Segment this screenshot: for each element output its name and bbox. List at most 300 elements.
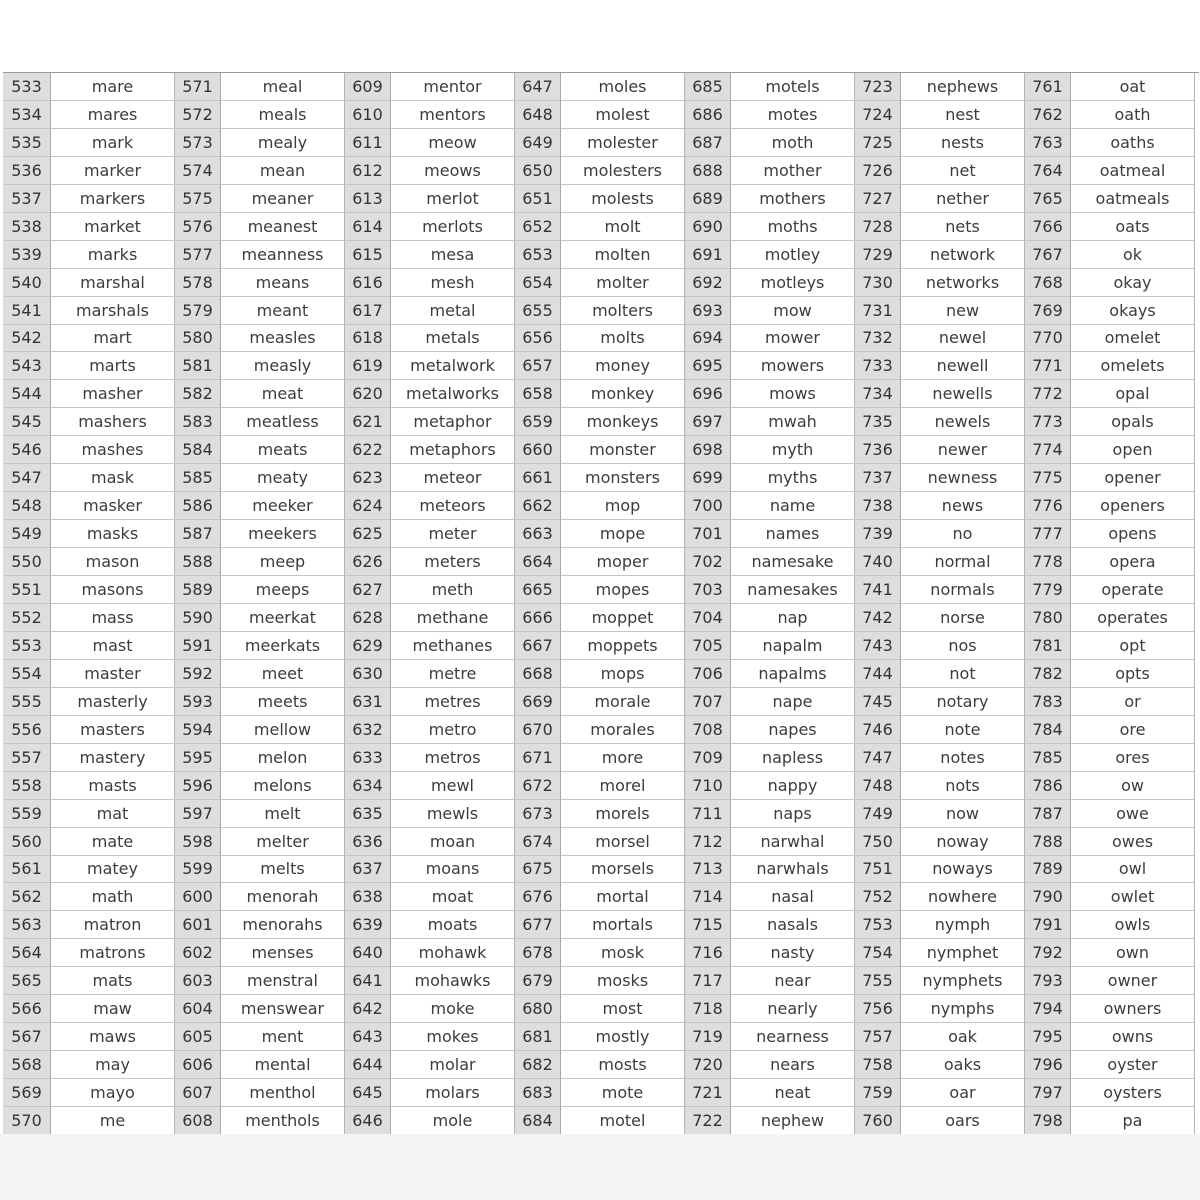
word-cell[interactable]: ment (221, 1023, 345, 1051)
row-number-cell[interactable]: 737 (855, 464, 901, 492)
word-cell[interactable]: menses (221, 939, 345, 967)
word-cell[interactable]: ow (1071, 772, 1195, 800)
word-cell[interactable]: own (1071, 939, 1195, 967)
row-number-cell[interactable]: 684 (515, 1107, 561, 1135)
row-number-cell[interactable]: 681 (515, 1023, 561, 1051)
word-cell[interactable]: oat (1071, 73, 1195, 101)
word-cell[interactable]: meteors (391, 492, 515, 520)
word-cell[interactable]: mow (731, 297, 855, 325)
row-number-cell[interactable]: 602 (175, 939, 221, 967)
word-cell[interactable]: mast (51, 632, 175, 660)
row-number-cell[interactable]: 758 (855, 1051, 901, 1079)
row-number-cell[interactable]: 727 (855, 185, 901, 213)
row-number-cell[interactable]: 698 (685, 436, 731, 464)
word-cell[interactable]: motes (731, 101, 855, 129)
row-number-cell[interactable]: 619 (345, 352, 391, 380)
row-number-cell[interactable]: 640 (345, 939, 391, 967)
word-cell[interactable]: morsels (561, 856, 685, 884)
word-cell[interactable]: mealy (221, 129, 345, 157)
row-number-cell[interactable]: 581 (175, 352, 221, 380)
word-cell[interactable]: oars (901, 1107, 1025, 1135)
word-cell[interactable]: measly (221, 352, 345, 380)
row-number-cell[interactable]: 580 (175, 325, 221, 353)
row-number-cell[interactable]: 561 (3, 856, 51, 884)
word-cell[interactable]: math (51, 883, 175, 911)
row-number-cell[interactable]: 588 (175, 548, 221, 576)
row-number-cell[interactable]: 789 (1025, 856, 1071, 884)
row-number-cell[interactable]: 554 (3, 660, 51, 688)
row-number-cell[interactable]: 693 (685, 297, 731, 325)
row-number-cell[interactable]: 792 (1025, 939, 1071, 967)
row-number-cell[interactable]: 724 (855, 101, 901, 129)
word-cell[interactable]: morales (561, 716, 685, 744)
row-number-cell[interactable]: 782 (1025, 660, 1071, 688)
word-cell[interactable]: moan (391, 828, 515, 856)
word-cell[interactable]: nets (901, 213, 1025, 241)
row-number-cell[interactable]: 676 (515, 883, 561, 911)
row-number-cell[interactable]: 754 (855, 939, 901, 967)
word-cell[interactable]: mats (51, 967, 175, 995)
row-number-cell[interactable]: 593 (175, 688, 221, 716)
row-number-cell[interactable]: 598 (175, 828, 221, 856)
word-cell[interactable]: neat (731, 1079, 855, 1107)
row-number-cell[interactable]: 553 (3, 632, 51, 660)
row-number-cell[interactable]: 666 (515, 604, 561, 632)
word-cell[interactable]: oath (1071, 101, 1195, 129)
word-cell[interactable]: molests (561, 185, 685, 213)
word-cell[interactable]: meets (221, 688, 345, 716)
row-number-cell[interactable]: 539 (3, 241, 51, 269)
row-number-cell[interactable]: 641 (345, 967, 391, 995)
row-number-cell[interactable]: 781 (1025, 632, 1071, 660)
word-cell[interactable]: maws (51, 1023, 175, 1051)
row-number-cell[interactable]: 683 (515, 1079, 561, 1107)
word-cell[interactable]: net (901, 157, 1025, 185)
row-number-cell[interactable]: 555 (3, 688, 51, 716)
row-number-cell[interactable]: 578 (175, 269, 221, 297)
word-cell[interactable]: mops (561, 660, 685, 688)
row-number-cell[interactable]: 658 (515, 380, 561, 408)
row-number-cell[interactable]: 745 (855, 688, 901, 716)
word-cell[interactable]: metalworks (391, 380, 515, 408)
row-number-cell[interactable]: 687 (685, 129, 731, 157)
row-number-cell[interactable]: 682 (515, 1051, 561, 1079)
row-number-cell[interactable]: 680 (515, 995, 561, 1023)
row-number-cell[interactable]: 771 (1025, 352, 1071, 380)
word-cell[interactable]: melter (221, 828, 345, 856)
word-cell[interactable]: matrons (51, 939, 175, 967)
row-number-cell[interactable]: 796 (1025, 1051, 1071, 1079)
word-cell[interactable]: nether (901, 185, 1025, 213)
row-number-cell[interactable]: 791 (1025, 911, 1071, 939)
word-cell[interactable]: mosks (561, 967, 685, 995)
row-number-cell[interactable]: 742 (855, 604, 901, 632)
row-number-cell[interactable]: 661 (515, 464, 561, 492)
row-number-cell[interactable]: 534 (3, 101, 51, 129)
row-number-cell[interactable]: 615 (345, 241, 391, 269)
word-cell[interactable]: masker (51, 492, 175, 520)
row-number-cell[interactable]: 767 (1025, 241, 1071, 269)
word-cell[interactable]: metaphors (391, 436, 515, 464)
word-cell[interactable]: moat (391, 883, 515, 911)
row-number-cell[interactable]: 620 (345, 380, 391, 408)
word-cell[interactable]: openers (1071, 492, 1195, 520)
row-number-cell[interactable]: 695 (685, 352, 731, 380)
row-number-cell[interactable]: 654 (515, 269, 561, 297)
word-cell[interactable]: may (51, 1051, 175, 1079)
row-number-cell[interactable]: 638 (345, 883, 391, 911)
row-number-cell[interactable]: 703 (685, 576, 731, 604)
word-cell[interactable]: mosts (561, 1051, 685, 1079)
row-number-cell[interactable]: 717 (685, 967, 731, 995)
word-cell[interactable]: ore (1071, 716, 1195, 744)
row-number-cell[interactable]: 637 (345, 856, 391, 884)
word-cell[interactable]: mason (51, 548, 175, 576)
word-cell[interactable]: nymph (901, 911, 1025, 939)
row-number-cell[interactable]: 713 (685, 856, 731, 884)
row-number-cell[interactable]: 558 (3, 772, 51, 800)
word-cell[interactable]: meat (221, 380, 345, 408)
row-number-cell[interactable]: 603 (175, 967, 221, 995)
word-cell[interactable]: mashes (51, 436, 175, 464)
row-number-cell[interactable]: 649 (515, 129, 561, 157)
row-number-cell[interactable]: 690 (685, 213, 731, 241)
word-cell[interactable]: mohawks (391, 967, 515, 995)
word-cell[interactable]: networks (901, 269, 1025, 297)
row-number-cell[interactable]: 701 (685, 520, 731, 548)
row-number-cell[interactable]: 785 (1025, 744, 1071, 772)
word-cell[interactable]: noway (901, 828, 1025, 856)
row-number-cell[interactable]: 627 (345, 576, 391, 604)
word-cell[interactable]: molters (561, 297, 685, 325)
word-cell[interactable]: meep (221, 548, 345, 576)
word-cell[interactable]: moths (731, 213, 855, 241)
row-number-cell[interactable]: 743 (855, 632, 901, 660)
row-number-cell[interactable]: 756 (855, 995, 901, 1023)
row-number-cell[interactable]: 547 (3, 464, 51, 492)
word-cell[interactable]: meth (391, 576, 515, 604)
row-number-cell[interactable]: 634 (345, 772, 391, 800)
word-cell[interactable]: marks (51, 241, 175, 269)
row-number-cell[interactable]: 729 (855, 241, 901, 269)
word-cell[interactable]: metro (391, 716, 515, 744)
word-cell[interactable]: moth (731, 129, 855, 157)
word-cell[interactable]: meanest (221, 213, 345, 241)
row-number-cell[interactable]: 632 (345, 716, 391, 744)
word-cell[interactable]: owner (1071, 967, 1195, 995)
word-cell[interactable]: oak (901, 1023, 1025, 1051)
row-number-cell[interactable]: 726 (855, 157, 901, 185)
row-number-cell[interactable]: 650 (515, 157, 561, 185)
word-cell[interactable]: mewls (391, 800, 515, 828)
row-number-cell[interactable]: 550 (3, 548, 51, 576)
row-number-cell[interactable]: 707 (685, 688, 731, 716)
row-number-cell[interactable]: 777 (1025, 520, 1071, 548)
word-cell[interactable]: money (561, 352, 685, 380)
word-cell[interactable]: nos (901, 632, 1025, 660)
row-number-cell[interactable]: 630 (345, 660, 391, 688)
word-cell[interactable]: menthols (221, 1107, 345, 1135)
row-number-cell[interactable]: 740 (855, 548, 901, 576)
word-cell[interactable]: oaths (1071, 129, 1195, 157)
word-cell[interactable]: most (561, 995, 685, 1023)
row-number-cell[interactable]: 790 (1025, 883, 1071, 911)
word-cell[interactable]: oatmeals (1071, 185, 1195, 213)
row-number-cell[interactable]: 652 (515, 213, 561, 241)
row-number-cell[interactable]: 700 (685, 492, 731, 520)
row-number-cell[interactable]: 772 (1025, 380, 1071, 408)
row-number-cell[interactable]: 759 (855, 1079, 901, 1107)
row-number-cell[interactable]: 577 (175, 241, 221, 269)
word-cell[interactable]: narwhal (731, 828, 855, 856)
row-number-cell[interactable]: 678 (515, 939, 561, 967)
word-cell[interactable]: mean (221, 157, 345, 185)
word-cell[interactable]: opts (1071, 660, 1195, 688)
row-number-cell[interactable]: 711 (685, 800, 731, 828)
row-number-cell[interactable]: 587 (175, 520, 221, 548)
row-number-cell[interactable]: 780 (1025, 604, 1071, 632)
word-cell[interactable]: meanness (221, 241, 345, 269)
word-cell[interactable]: molest (561, 101, 685, 129)
row-number-cell[interactable]: 636 (345, 828, 391, 856)
word-cell[interactable]: matron (51, 911, 175, 939)
row-number-cell[interactable]: 556 (3, 716, 51, 744)
row-number-cell[interactable]: 647 (515, 73, 561, 101)
row-number-cell[interactable]: 775 (1025, 464, 1071, 492)
row-number-cell[interactable]: 721 (685, 1079, 731, 1107)
row-number-cell[interactable]: 697 (685, 408, 731, 436)
row-number-cell[interactable]: 564 (3, 939, 51, 967)
row-number-cell[interactable]: 665 (515, 576, 561, 604)
word-cell[interactable]: me (51, 1107, 175, 1135)
word-cell[interactable]: ok (1071, 241, 1195, 269)
row-number-cell[interactable]: 585 (175, 464, 221, 492)
word-cell[interactable]: masters (51, 716, 175, 744)
row-number-cell[interactable]: 797 (1025, 1079, 1071, 1107)
row-number-cell[interactable]: 776 (1025, 492, 1071, 520)
row-number-cell[interactable]: 584 (175, 436, 221, 464)
row-number-cell[interactable]: 688 (685, 157, 731, 185)
word-cell[interactable]: newer (901, 436, 1025, 464)
word-cell[interactable]: mother (731, 157, 855, 185)
word-cell[interactable]: means (221, 269, 345, 297)
row-number-cell[interactable]: 739 (855, 520, 901, 548)
word-cell[interactable]: opens (1071, 520, 1195, 548)
row-number-cell[interactable]: 639 (345, 911, 391, 939)
row-number-cell[interactable]: 659 (515, 408, 561, 436)
word-cell[interactable]: mental (221, 1051, 345, 1079)
word-cell[interactable]: metre (391, 660, 515, 688)
row-number-cell[interactable]: 543 (3, 352, 51, 380)
row-number-cell[interactable]: 749 (855, 800, 901, 828)
word-cell[interactable]: omelet (1071, 325, 1195, 353)
row-number-cell[interactable]: 770 (1025, 325, 1071, 353)
word-cell[interactable]: mentors (391, 101, 515, 129)
row-number-cell[interactable]: 566 (3, 995, 51, 1023)
word-cell[interactable]: moats (391, 911, 515, 939)
word-cell[interactable]: oats (1071, 213, 1195, 241)
row-number-cell[interactable]: 657 (515, 352, 561, 380)
row-number-cell[interactable]: 696 (685, 380, 731, 408)
word-cell[interactable]: melt (221, 800, 345, 828)
row-number-cell[interactable]: 722 (685, 1107, 731, 1135)
word-cell[interactable]: masts (51, 772, 175, 800)
word-cell[interactable]: metalwork (391, 352, 515, 380)
word-cell[interactable]: operates (1071, 604, 1195, 632)
word-cell[interactable]: mole (391, 1107, 515, 1135)
word-cell[interactable]: nowhere (901, 883, 1025, 911)
row-number-cell[interactable]: 679 (515, 967, 561, 995)
word-cell[interactable]: owes (1071, 828, 1195, 856)
row-number-cell[interactable]: 748 (855, 772, 901, 800)
row-number-cell[interactable]: 628 (345, 604, 391, 632)
row-number-cell[interactable]: 575 (175, 185, 221, 213)
word-cell[interactable]: nymphet (901, 939, 1025, 967)
word-cell[interactable]: meatless (221, 408, 345, 436)
row-number-cell[interactable]: 612 (345, 157, 391, 185)
word-cell[interactable]: moke (391, 995, 515, 1023)
word-cell[interactable]: meaner (221, 185, 345, 213)
word-cell[interactable]: meekers (221, 520, 345, 548)
word-cell[interactable]: notes (901, 744, 1025, 772)
row-number-cell[interactable]: 609 (345, 73, 391, 101)
row-number-cell[interactable]: 582 (175, 380, 221, 408)
row-number-cell[interactable]: 604 (175, 995, 221, 1023)
row-number-cell[interactable]: 691 (685, 241, 731, 269)
row-number-cell[interactable]: 699 (685, 464, 731, 492)
row-number-cell[interactable]: 779 (1025, 576, 1071, 604)
word-cell[interactable]: mask (51, 464, 175, 492)
row-number-cell[interactable]: 589 (175, 576, 221, 604)
word-cell[interactable]: owl (1071, 856, 1195, 884)
word-cell[interactable]: mellow (221, 716, 345, 744)
row-number-cell[interactable]: 763 (1025, 129, 1071, 157)
row-number-cell[interactable]: 611 (345, 129, 391, 157)
word-cell[interactable]: mat (51, 800, 175, 828)
word-cell[interactable]: metros (391, 744, 515, 772)
word-cell[interactable]: molten (561, 241, 685, 269)
row-number-cell[interactable]: 653 (515, 241, 561, 269)
word-cell[interactable]: mortal (561, 883, 685, 911)
row-number-cell[interactable]: 752 (855, 883, 901, 911)
word-cell[interactable]: motleys (731, 269, 855, 297)
row-number-cell[interactable]: 576 (175, 213, 221, 241)
word-cell[interactable]: masterly (51, 688, 175, 716)
row-number-cell[interactable]: 623 (345, 464, 391, 492)
row-number-cell[interactable]: 761 (1025, 73, 1071, 101)
row-number-cell[interactable]: 618 (345, 325, 391, 353)
word-cell[interactable]: methane (391, 604, 515, 632)
row-number-cell[interactable]: 573 (175, 129, 221, 157)
row-number-cell[interactable]: 538 (3, 213, 51, 241)
row-number-cell[interactable]: 753 (855, 911, 901, 939)
word-cell[interactable]: mopes (561, 576, 685, 604)
word-cell[interactable]: mortals (561, 911, 685, 939)
word-cell[interactable]: meows (391, 157, 515, 185)
word-cell[interactable]: opt (1071, 632, 1195, 660)
row-number-cell[interactable]: 774 (1025, 436, 1071, 464)
word-cell[interactable]: master (51, 660, 175, 688)
row-number-cell[interactable]: 574 (175, 157, 221, 185)
word-cell[interactable]: meerkats (221, 632, 345, 660)
row-number-cell[interactable]: 784 (1025, 716, 1071, 744)
row-number-cell[interactable]: 568 (3, 1051, 51, 1079)
row-number-cell[interactable]: 786 (1025, 772, 1071, 800)
word-cell[interactable]: namesakes (731, 576, 855, 604)
word-cell[interactable]: operate (1071, 576, 1195, 604)
word-cell[interactable]: mothers (731, 185, 855, 213)
row-number-cell[interactable]: 769 (1025, 297, 1071, 325)
word-cell[interactable]: mashers (51, 408, 175, 436)
row-number-cell[interactable]: 567 (3, 1023, 51, 1051)
word-cell[interactable]: mokes (391, 1023, 515, 1051)
row-number-cell[interactable]: 606 (175, 1051, 221, 1079)
word-cell[interactable]: owls (1071, 911, 1195, 939)
word-cell[interactable]: naps (731, 800, 855, 828)
row-number-cell[interactable]: 734 (855, 380, 901, 408)
word-cell[interactable]: menstral (221, 967, 345, 995)
row-number-cell[interactable]: 625 (345, 520, 391, 548)
word-cell[interactable]: nap (731, 604, 855, 632)
row-number-cell[interactable]: 586 (175, 492, 221, 520)
word-cell[interactable]: molars (391, 1079, 515, 1107)
word-cell[interactable]: namesake (731, 548, 855, 576)
word-cell[interactable]: newness (901, 464, 1025, 492)
word-cell[interactable]: names (731, 520, 855, 548)
row-number-cell[interactable]: 768 (1025, 269, 1071, 297)
row-number-cell[interactable]: 592 (175, 660, 221, 688)
word-cell[interactable]: open (1071, 436, 1195, 464)
row-number-cell[interactable]: 607 (175, 1079, 221, 1107)
row-number-cell[interactable]: 572 (175, 101, 221, 129)
word-cell[interactable]: mope (561, 520, 685, 548)
word-cell[interactable]: napalm (731, 632, 855, 660)
word-cell[interactable]: owlet (1071, 883, 1195, 911)
row-number-cell[interactable]: 738 (855, 492, 901, 520)
word-cell[interactable]: molar (391, 1051, 515, 1079)
row-number-cell[interactable]: 733 (855, 352, 901, 380)
word-cell[interactable]: menorah (221, 883, 345, 911)
row-number-cell[interactable]: 732 (855, 325, 901, 353)
word-cell[interactable]: molter (561, 269, 685, 297)
word-cell[interactable]: melons (221, 772, 345, 800)
row-number-cell[interactable]: 533 (3, 73, 51, 101)
row-number-cell[interactable]: 643 (345, 1023, 391, 1051)
word-cell[interactable]: monkey (561, 380, 685, 408)
row-number-cell[interactable]: 746 (855, 716, 901, 744)
row-number-cell[interactable]: 583 (175, 408, 221, 436)
word-cell[interactable]: nots (901, 772, 1025, 800)
word-cell[interactable]: merlot (391, 185, 515, 213)
word-cell[interactable]: marker (51, 157, 175, 185)
word-cell[interactable]: masher (51, 380, 175, 408)
word-cell[interactable]: napalms (731, 660, 855, 688)
row-number-cell[interactable]: 540 (3, 269, 51, 297)
word-cell[interactable]: methanes (391, 632, 515, 660)
row-number-cell[interactable]: 667 (515, 632, 561, 660)
row-number-cell[interactable]: 674 (515, 828, 561, 856)
word-cell[interactable]: pa (1071, 1107, 1195, 1135)
word-cell[interactable]: mesh (391, 269, 515, 297)
row-number-cell[interactable]: 635 (345, 800, 391, 828)
word-cell[interactable]: meter (391, 520, 515, 548)
row-number-cell[interactable]: 730 (855, 269, 901, 297)
word-cell[interactable]: myths (731, 464, 855, 492)
word-cell[interactable]: nymphets (901, 967, 1025, 995)
row-number-cell[interactable]: 610 (345, 101, 391, 129)
word-cell[interactable]: nape (731, 688, 855, 716)
word-cell[interactable]: mewl (391, 772, 515, 800)
